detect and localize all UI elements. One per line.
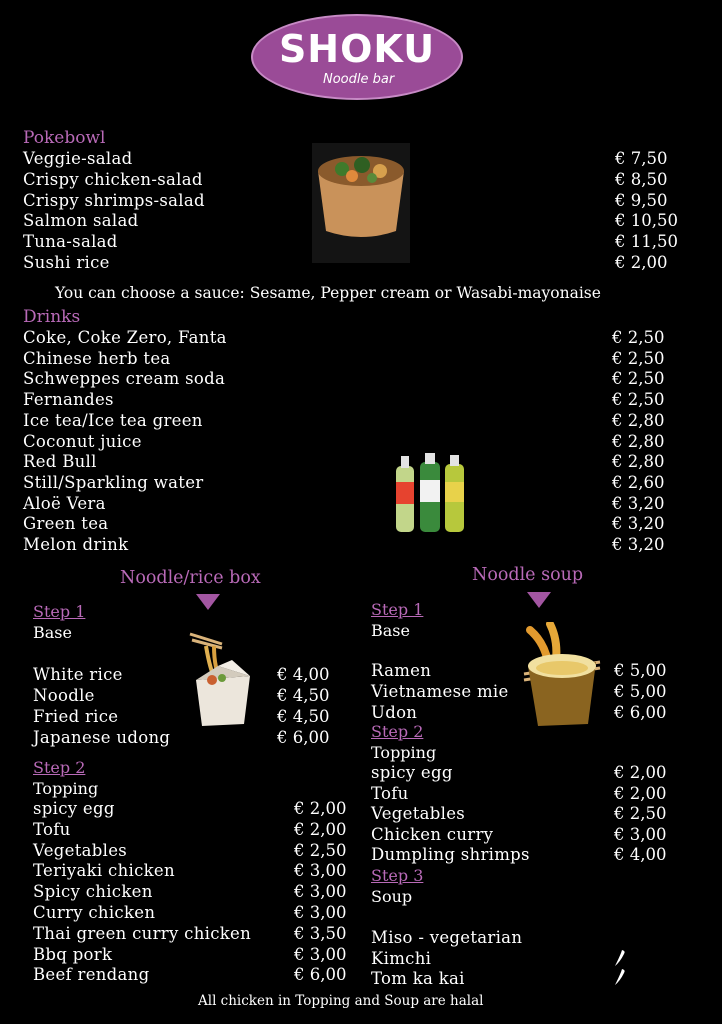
rice-topping-item-name: Spicy chicken [33, 882, 153, 902]
drink-item-price: € 2,50 [612, 348, 665, 368]
soup-base-item-price: € 5,00 [614, 681, 667, 701]
pokebowl-item-name: Salmon salad [23, 211, 139, 231]
soup-step2: Step 2 [371, 722, 424, 741]
rice-base-item-price: € 4,50 [277, 707, 330, 726]
logo-subtitle: Noodle bar [323, 72, 395, 87]
pokebowl-item-price: € 8,50 [615, 169, 668, 189]
drink-item-price: € 2,80 [612, 452, 665, 472]
rice-topping-item-name: Beef rendang [33, 965, 150, 985]
rice-topping-item-name: spicy egg [33, 799, 115, 818]
drink-item-name: Melon drink [23, 535, 129, 554]
rice-base-item-name: White rice [33, 665, 123, 684]
drink-item-name: Coconut juice [23, 431, 142, 451]
soup-topping-item-name: Vegetables [371, 804, 466, 824]
soup-type-item-name: Kimchi [371, 948, 432, 968]
rice-topping-item-price: € 2,50 [294, 840, 347, 860]
soup-type-item-name: Miso - vegetarian [371, 928, 523, 947]
pokebowl-item-price: € 9,50 [615, 190, 668, 210]
drink-item-price: € 3,20 [612, 535, 665, 554]
drink-item-name: Green tea [23, 514, 109, 534]
rice-base-item-price: € 4,50 [277, 686, 330, 705]
pokebowl-item-price: € 10,50 [615, 211, 678, 231]
rice-topping-item-price: € 3,00 [294, 903, 347, 922]
pokebowl-item-name: Sushi rice [23, 253, 110, 272]
sauce-note: You can choose a sauce: Sesame, Pepper cream or Wasabi-mayonaise [55, 284, 601, 302]
soup-topping-item-name: Dumpling shrimps [371, 845, 530, 865]
drink-item-name: Coke, Coke Zero, Fanta [23, 328, 227, 347]
soup-base-label: Base [371, 621, 410, 640]
pokebowl-item-price: € 7,50 [615, 149, 668, 168]
drink-item-price: € 2,60 [612, 472, 665, 492]
noodle-box-image [188, 630, 258, 730]
soup-base-item-name: Vietnamese mie [371, 681, 509, 701]
rice-topping-item-price: € 3,00 [294, 944, 347, 964]
drink-item-price: € 2,50 [612, 390, 665, 410]
pokebowl-item-name: Tuna-salad [23, 232, 118, 252]
rice-topping-item-name: Teriyaki chicken [33, 861, 175, 881]
rice-topping-item-price: € 6,00 [294, 965, 347, 985]
rice-topping-item-name: Tofu [33, 819, 71, 839]
rice-box-title: Noodle/rice box [120, 568, 261, 588]
halal-footer: All chicken in Topping and Soup are halal [198, 993, 484, 1009]
pokebowl-item-name: Crispy chicken-salad [23, 169, 203, 189]
drink-item-name: Ice tea/Ice tea green [23, 410, 203, 430]
rice-topping-item-name: Bbq pork [33, 944, 113, 964]
rice-topping-item-price: € 2,00 [294, 819, 347, 839]
drink-item-name: Aloë Vera [23, 493, 106, 513]
soup-step1: Step 1 [371, 600, 424, 619]
soup-base-item-price: € 5,00 [614, 661, 667, 680]
drink-item-name: Chinese herb tea [23, 348, 171, 368]
soup-topping-item-name: spicy egg [371, 763, 453, 782]
drink-item-price: € 3,20 [612, 493, 665, 513]
drink-item-name: Still/Sparkling water [23, 472, 204, 492]
rice-base-item-name: Fried rice [33, 707, 119, 726]
rice-base-item-price: € 6,00 [277, 728, 330, 747]
drinks-title: Drinks [23, 307, 81, 327]
drink-item-name: Fernandes [23, 390, 114, 410]
pokebowl-item-name: Crispy shrimps-salad [23, 190, 205, 210]
drinks-image [392, 452, 468, 534]
rice-base-item-name: Japanese udong [33, 728, 171, 747]
soup-topping-item-price: € 4,00 [614, 845, 667, 865]
rice-topping-item-name: Vegetables [33, 840, 128, 860]
soup-topping-item-name: Tofu [371, 783, 409, 803]
rice-topping-item-price: € 3,00 [294, 882, 347, 902]
soup-topping-item-name: Chicken curry [371, 824, 494, 844]
drink-item-name: Schweppes cream soda [23, 369, 226, 389]
pokebowl-item-price: € 2,00 [615, 253, 668, 272]
chili-pepper-icon [612, 967, 628, 991]
rice-topping-item-name: Thai green curry chicken [33, 923, 252, 943]
rice-box-step2: Step 2 [33, 758, 86, 777]
shoku-logo [251, 14, 463, 100]
drink-item-price: € 2,80 [612, 431, 665, 451]
soup-title: Noodle soup [472, 565, 584, 585]
pokebowl-title: Pokebowl [23, 128, 106, 148]
pokebowl-image [312, 143, 410, 263]
rice-topping-item-price: € 3,50 [294, 923, 347, 943]
rice-box-step1: Step 1 [33, 602, 86, 621]
soup-arrow-icon [527, 592, 551, 608]
rice-base-item-name: Noodle [33, 686, 95, 705]
drink-item-name: Red Bull [23, 452, 97, 472]
drink-item-price: € 3,20 [612, 514, 665, 534]
rice-box-topping-label: Topping [33, 779, 99, 798]
soup-type-item-name: Tom ka kai [371, 969, 465, 989]
soup-topping-label: Topping [371, 743, 437, 762]
pokebowl-item-price: € 11,50 [615, 232, 678, 252]
rice-topping-item-price: € 2,00 [294, 799, 347, 818]
soup-topping-item-price: € 2,00 [614, 783, 667, 803]
soup-topping-item-price: € 3,00 [614, 824, 667, 844]
drink-item-price: € 2,50 [612, 369, 665, 389]
soup-step3: Step 3 [371, 866, 424, 885]
rice-topping-item-name: Curry chicken [33, 903, 156, 922]
soup-base-item-name: Udon [371, 702, 418, 722]
rice-box-arrow-icon [196, 594, 220, 610]
rice-box-base-label: Base [33, 623, 72, 642]
logo-name: SHOKU [278, 27, 436, 71]
soup-base-item-price: € 6,00 [614, 702, 667, 722]
rice-base-item-price: € 4,00 [277, 665, 330, 684]
pokebowl-item-name: Veggie-salad [23, 149, 133, 168]
soup-topping-item-price: € 2,50 [614, 804, 667, 824]
soup-base-item-name: Ramen [371, 661, 432, 680]
drink-item-price: € 2,80 [612, 410, 665, 430]
soup-soup-label: Soup [371, 887, 413, 906]
noodle-soup-image [522, 622, 602, 730]
rice-topping-item-price: € 3,00 [294, 861, 347, 881]
soup-topping-item-price: € 2,00 [614, 763, 667, 782]
drink-item-price: € 2,50 [612, 328, 665, 347]
